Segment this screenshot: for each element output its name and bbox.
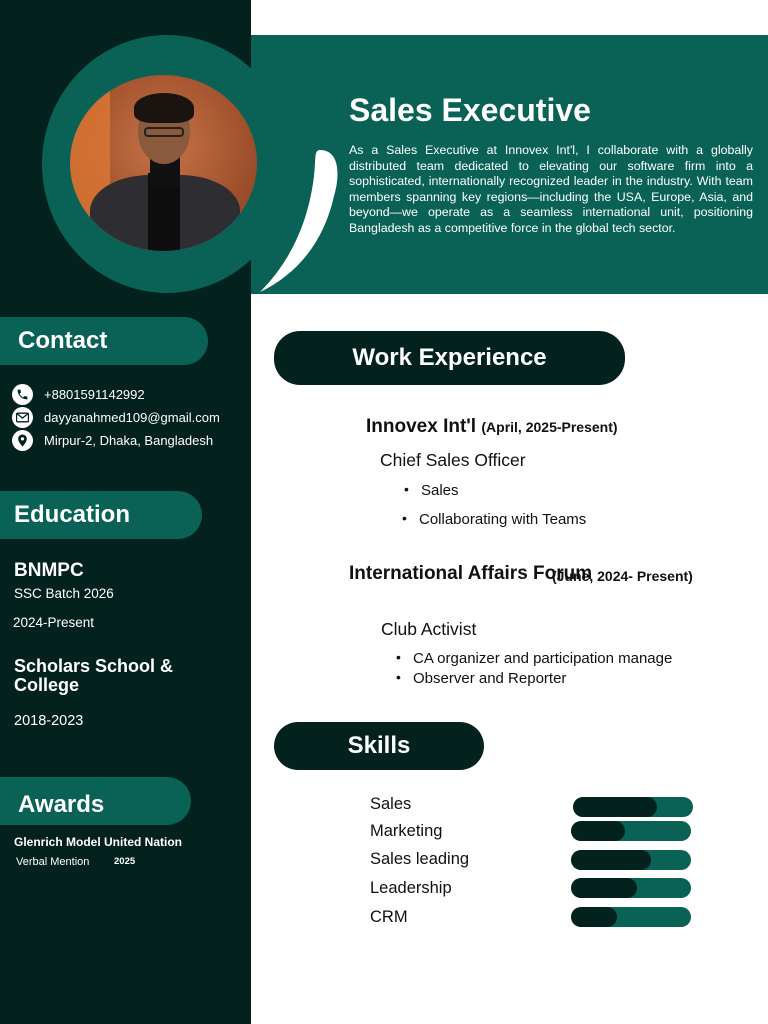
awards-heading: Awards — [0, 777, 191, 825]
job-1-bullet: • Collaborating with Teams — [419, 511, 586, 528]
job-2-org-name: International Affairs Forum — [349, 563, 593, 584]
job-2-dates-wrap — [552, 565, 693, 587]
phone-icon — [12, 384, 33, 405]
skill-label: Leadership — [370, 879, 452, 897]
award-year: 2025 — [114, 856, 136, 867]
skill-bar — [571, 878, 691, 898]
contact-address: Mirpur-2, Dhaka, Bangladesh — [44, 433, 214, 448]
job-2-dates: (June, 2024- Present) — [552, 568, 693, 584]
contact-email[interactable]: dayyanahmed109@gmail.com — [44, 410, 220, 425]
job-1-role: Chief Sales Officer — [380, 450, 526, 470]
award-name: Glenrich Model United Nation — [14, 835, 183, 849]
email-icon — [12, 407, 33, 428]
skill-bar — [571, 821, 691, 841]
skill-label: Marketing — [370, 822, 443, 840]
contact-email-row — [12, 407, 220, 428]
education-1-name: BNMPC — [14, 560, 84, 581]
job-2-role: Club Activist — [381, 619, 477, 639]
skill-bar — [571, 907, 691, 927]
profile-photo — [70, 75, 257, 251]
skill-label: Sales leading — [370, 850, 470, 868]
skill-bar — [571, 850, 691, 870]
skill-label: CRM — [370, 908, 408, 926]
job-1-org-name: Innovex Int'l — [366, 416, 477, 437]
education-2-name: Scholars School & College — [14, 656, 174, 695]
skill-bar-fill — [571, 850, 651, 870]
page-title: Sales Executive — [349, 92, 591, 128]
education-1-years: 2024-Present — [13, 615, 95, 630]
work-experience-heading: Work Experience — [274, 331, 625, 385]
contact-address-row — [12, 430, 213, 451]
contact-phone-row — [12, 384, 145, 405]
contact-phone[interactable]: +8801591142992 — [44, 387, 145, 402]
location-icon — [12, 430, 33, 451]
skills-heading: Skills — [274, 722, 484, 770]
decorative-swoosh — [258, 146, 338, 294]
skill-bar-fill — [571, 878, 637, 898]
skill-label: Sales — [370, 795, 412, 813]
job-1-dates: (April, 2025-Present) — [481, 419, 618, 435]
job-1-bullet: • Sales — [421, 482, 459, 499]
education-heading: Education — [0, 491, 202, 539]
award-detail: Verbal Mention — [16, 856, 90, 868]
education-1-detail: SSC Batch 2026 — [14, 586, 114, 601]
job-1-organization — [366, 416, 618, 438]
education-2-years: 2018-2023 — [14, 713, 84, 729]
skill-bar-fill — [573, 797, 657, 817]
job-2-bullet: • Observer and Reporter — [413, 670, 566, 687]
skill-bar-fill — [571, 907, 617, 927]
skill-bar-fill — [571, 821, 625, 841]
profile-summary: As a Sales Executive at Innovex Int'l, I collaborate with a globally distributed team dedicated to elevating our software firm into a sophisticated, internationally recognized leader in the industry. With team members spanning key regions—including the USA, Europe, Asia, and beyond—we operate as a seamless international unit, positioning Bangladesh as a competitive force in the global tech sector. — [349, 143, 753, 235]
contact-heading: Contact — [0, 317, 208, 365]
skill-bar — [573, 797, 693, 817]
job-2-bullet: • CA organizer and participation manage — [413, 650, 672, 667]
